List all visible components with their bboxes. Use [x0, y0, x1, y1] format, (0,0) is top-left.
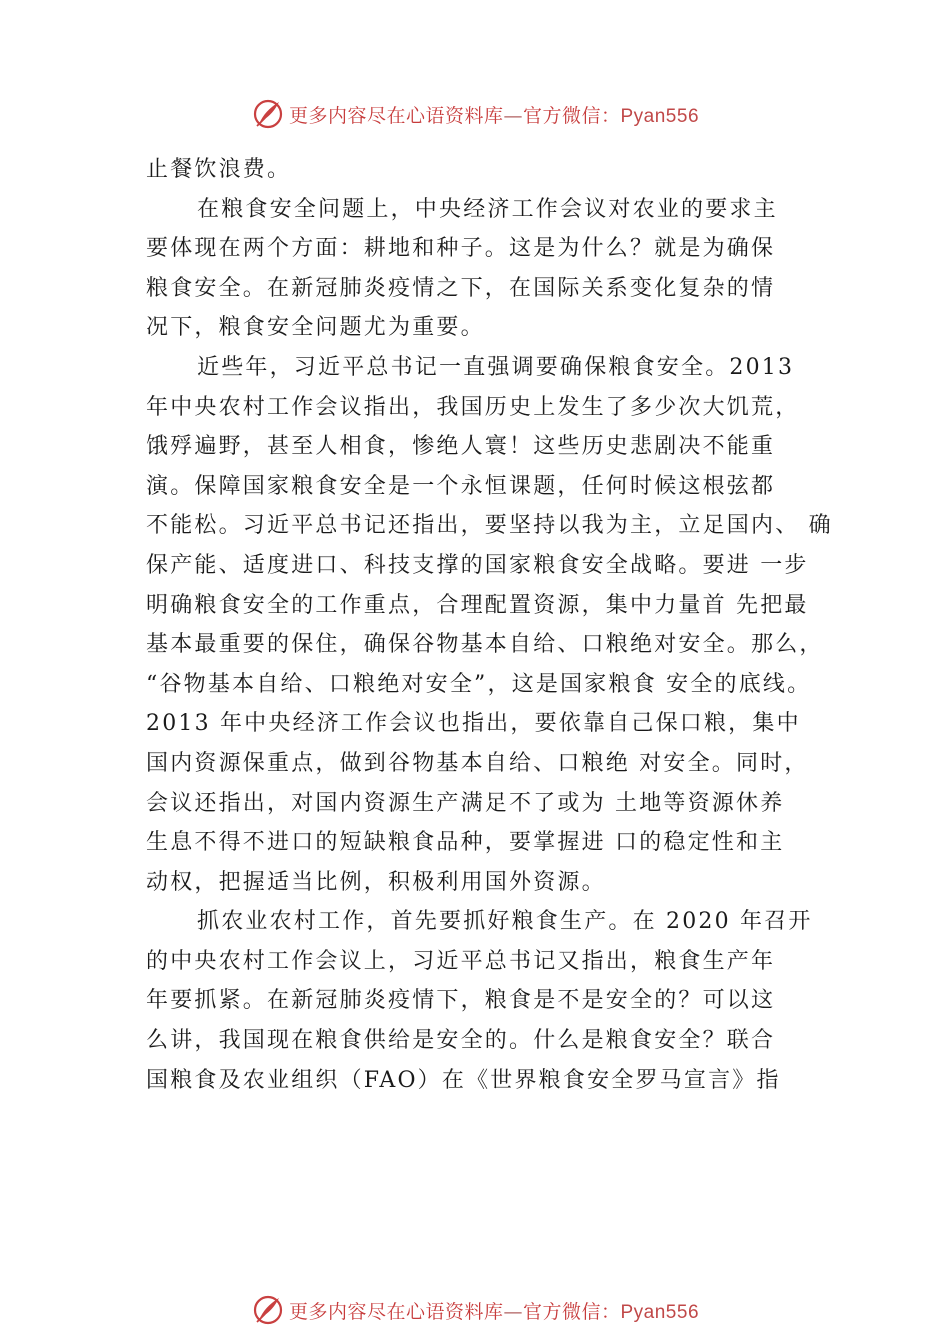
feather-pen-logo-icon: [251, 97, 285, 131]
watermark-wechat-label: 官方微信：: [522, 1300, 621, 1323]
watermark-separator: —: [503, 104, 523, 127]
text-line: 明确粮食安全的工作重点，合理配置资源，集中力量首 先把最: [146, 592, 809, 618]
watermark-wechat-id: Pyan556: [620, 1301, 700, 1323]
text-line: 保产能、适度进口、科技支撑的国家粮食安全战略。要进 一步: [146, 552, 809, 578]
text-line: 会议还指出，对国内资源生产满足不了或为 土地等资源休养: [146, 790, 785, 816]
watermark-wechat-id: Pyan556: [620, 105, 700, 127]
paragraph-start-line: 抓农业农村工作，首先要抓好粮食生产。在 2020 年召开: [197, 909, 813, 935]
text-line: 生息不得不进口的短缺粮食品种，要掌握进 口的稳定性和主: [146, 830, 785, 856]
header-watermark: [0, 96, 950, 132]
text-line: 2013 年中央经济工作会议也指出，要依靠自己保口粮，集中: [146, 711, 801, 737]
text-line: 演。保障国家粮食安全是一个永恒课题，任何时候这根弦都: [146, 473, 776, 499]
watermark-title: 更多内容尽在心语资料库: [288, 104, 504, 127]
text-line: 基本最重要的保住，确保谷物基本自给、口粮绝对安全。那么，: [146, 632, 824, 658]
text-line: 饿殍遍野，甚至人相食，惨绝人寰！这些历史悲剧决不能重: [146, 434, 776, 460]
text-line: 止餐饮浪费。: [146, 157, 292, 182]
watermark-title: 更多内容尽在心语资料库: [288, 1300, 504, 1323]
text-line: 年要抓紧。在新冠肺炎疫情下，粮食是不是安全的？可以这: [146, 988, 776, 1014]
feather-pen-logo-icon: [251, 1293, 285, 1327]
paragraph-start-line: 近些年，习近平总书记一直强调要确保粮食安全。2013: [197, 354, 795, 380]
watermark-wechat-label: 官方微信：: [522, 104, 621, 127]
text-line: 国内资源保重点，做到谷物基本自给、口粮绝 对安全。同时，: [146, 750, 809, 776]
watermark-separator: —: [503, 1300, 523, 1323]
text-line: 的中央农村工作会议上，习近平总书记又指出，粮食生产年: [146, 948, 776, 974]
text-line: 年中央农村工作会议指出，我国历史上发生了多少次大饥荒，: [146, 394, 800, 420]
paragraph-start-line: 在粮食安全问题上，中央经济工作会议对农业的要求主: [197, 196, 778, 222]
text-line: 粮食安全。在新冠肺炎疫情之下，在国际关系变化复杂的情: [146, 275, 776, 301]
document-body: [146, 150, 832, 1100]
text-line: 动权，把握适当比例，积极利用国外资源。: [146, 869, 606, 895]
text-line: 不能松。习近平总书记还指出，要坚持以我为主，立足国内、 确: [146, 513, 833, 539]
watermark-text: [289, 101, 699, 128]
text-line: 要体现在两个方面：耕地和种子。这是为什么？就是为确保: [146, 236, 776, 262]
text-line: “谷物基本自给、口粮绝对安全”，这是国家粮食 安全的底线。: [146, 671, 812, 697]
text-line: 国粮食及农业组织（FAO）在《世界粮食安全罗马宣言》指: [146, 1067, 781, 1093]
text-line: 况下，粮食安全问题尤为重要。: [146, 315, 485, 341]
footer-watermark: [0, 1292, 950, 1328]
text-line: 么讲，我国现在粮食供给是安全的。什么是粮食安全？联合: [146, 1028, 776, 1054]
watermark-text: [289, 1297, 699, 1324]
